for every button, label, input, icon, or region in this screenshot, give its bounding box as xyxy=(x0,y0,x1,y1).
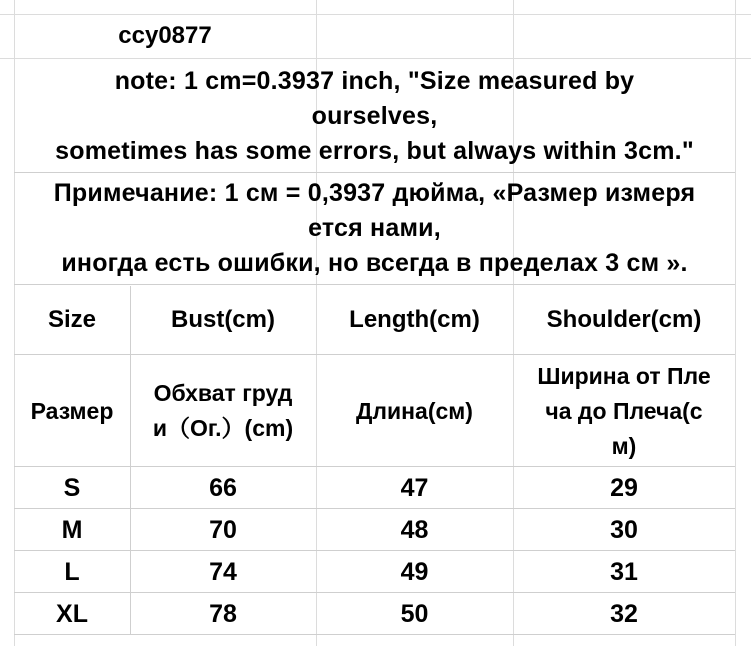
row-divider xyxy=(14,634,735,635)
shoulder-cell: 31 xyxy=(610,557,638,586)
row-divider xyxy=(14,592,735,593)
row-divider xyxy=(14,466,735,467)
shoulder-cell: 30 xyxy=(610,515,638,544)
header-bust: Bust(cm) xyxy=(170,306,275,333)
shoulder-cell: 29 xyxy=(610,473,638,502)
row-divider xyxy=(14,284,735,285)
row-divider xyxy=(14,172,735,173)
length-cell: 50 xyxy=(400,599,429,628)
product-code: ccy0877 xyxy=(118,22,212,49)
grid-line xyxy=(0,58,751,59)
bust-cell: 66 xyxy=(209,473,237,502)
header-length-ru: Длина(см) xyxy=(356,397,473,424)
shoulder-cell: 32 xyxy=(610,599,638,628)
row-divider xyxy=(14,354,735,355)
size-cell: XL xyxy=(56,599,88,628)
length-cell: 49 xyxy=(400,557,429,586)
bust-cell: 70 xyxy=(209,515,237,544)
length-cell: 47 xyxy=(400,473,429,502)
size-cell: M xyxy=(61,515,83,544)
note-russian: Примечание: 1 см = 0,3937 дюйма, «Размер измеря ется нами, иногда есть ошибки, но всегда в пределах 3 см ». xyxy=(53,178,696,277)
size-cell: L xyxy=(64,557,80,586)
bust-cell: 78 xyxy=(209,599,237,628)
row-divider xyxy=(14,550,735,551)
length-cell: 48 xyxy=(400,515,429,544)
note-english: note: 1 cm=0.3937 inch, "Size measured by ourselves, sometimes has some errors, but always within 3cm." xyxy=(55,66,694,165)
header-size: Size xyxy=(47,306,97,333)
header-length: Length(cm) xyxy=(349,306,480,333)
col-divider xyxy=(130,286,131,634)
header-size-ru: Размер xyxy=(30,397,114,424)
bust-cell: 74 xyxy=(209,557,237,586)
row-divider xyxy=(14,508,735,509)
size-cell: S xyxy=(63,473,81,502)
header-shoulder-ru: Ширина от Пле ча до Плеча(с м) xyxy=(537,362,711,459)
header-bust-ru: Обхват груд и（Ог.）(cm) xyxy=(152,380,294,441)
header-shoulder: Shoulder(cm) xyxy=(546,306,702,333)
grid-line xyxy=(735,0,736,646)
